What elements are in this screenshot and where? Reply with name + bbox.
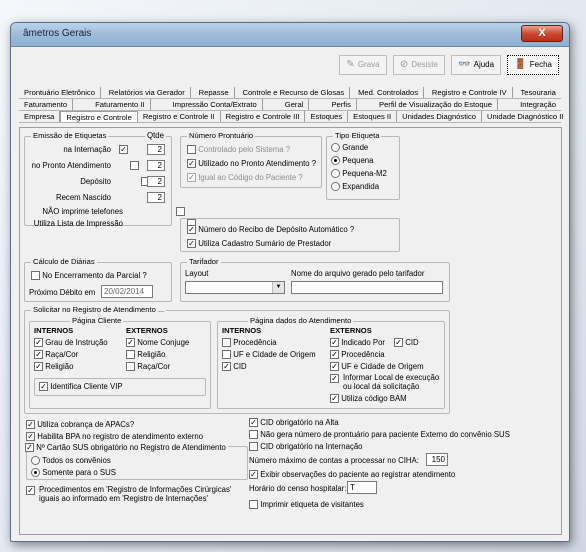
etiqueta-internacao-label: na Internação [63,145,111,154]
bpa-option[interactable] [26,432,203,441]
cli-int-religiao-option[interactable] [34,362,73,371]
cadastro-label: Utiliza Cadastro Sumário de Prestador [198,239,332,248]
cid-internacao-checkbox[interactable] [249,442,258,451]
solicitar-title: Solicitar no Registro de Atendimento ... [33,305,165,314]
tipo-pequena-radio[interactable] [331,156,340,165]
atd-ext-indicado-label: Indicado Por [341,338,386,347]
horario-label: Horário do censo hospitalar: [249,484,347,493]
tab-tesouraria[interactable]: Tesouraria [520,88,556,97]
cli-ext-religiao-checkbox[interactable] [126,350,135,359]
cirurgicas-label-2: iguais ao informado em 'Registro de Internações' [39,494,208,503]
desiste-label: Desiste [411,60,438,69]
emissao-title: Emissão de Etiquetas [33,131,107,140]
vip-checkbox[interactable] [39,382,48,391]
tab-registro-controle-ii[interactable]: Registro e Controle II [138,111,221,122]
cliente-title: Página Cliente [72,316,122,325]
tipo-grande-label: Grande [342,143,369,152]
tab-impressao-conta[interactable]: Impressão Conta/Extrato [168,99,263,110]
imprimir-visitantes-option[interactable] [249,500,364,509]
tipo-etiqueta-group [326,131,400,200]
cli-ext-raca-label: Raça/Cor [137,362,171,371]
atd-ext-bam-label: Utiliza código BAM [341,394,407,403]
tab-perfil-estoque[interactable]: Perfil de Visualização do Estoque [374,99,498,110]
tab-geral[interactable]: Geral [280,99,310,110]
tab-registro-controle-iii[interactable]: Registro e Controle III [221,111,306,122]
cli-ext-religiao-option[interactable] [126,350,165,359]
igual-checkbox[interactable] [187,173,196,182]
proximo-debito-input[interactable]: 20/02/2014 [101,285,153,298]
nao-gera-label: Não gera número de prontuário para paciente Externo do convênio SUS [260,430,510,439]
tab-estoques[interactable]: Estoques [305,111,348,122]
ajuda-label: Ajuda [473,60,495,69]
atendimento-title: Página dados do Atendimento [250,316,352,325]
pagina-cliente-group [29,316,211,409]
cancel-icon: ⊘ [399,59,409,70]
arquivo-input[interactable] [291,281,443,294]
title-bar[interactable] [11,23,569,47]
atd-int-cid-checkbox[interactable] [222,362,231,371]
tab-perfis[interactable]: Perfis [326,99,356,110]
desiste-button[interactable] [393,55,445,75]
bpa-label: Habilita BPA no registro de atendimento externo [37,432,204,441]
encerramento-option[interactable] [31,271,147,280]
vip-label: Identifica Cliente VIP [50,382,123,391]
atd-ext-cid-checkbox[interactable] [394,338,403,347]
cli-ext-conjuge-checkbox[interactable] [126,338,135,347]
atd-int-cid-label: CID [233,362,247,371]
cli-ext-religiao-label: Religião [137,350,166,359]
grava-label: Grava [357,60,380,69]
cid-internacao-label: CID obrigatório na Internação [260,442,363,451]
qtde-header: Qtde [147,131,164,140]
apacs-checkbox[interactable] [26,420,35,429]
igual-option[interactable] [187,173,303,182]
cli-int-religiao-label: Religião [45,362,74,371]
proximo-debito-label: Próximo Débito em [29,288,96,297]
tipo-grande-radio[interactable] [331,143,340,152]
vip-option[interactable] [39,382,123,391]
atend-internos-label: INTERNOS [222,326,262,335]
cli-ext-raca-option[interactable] [126,362,170,371]
nao-gera-checkbox[interactable] [249,430,258,439]
cid-alta-checkbox[interactable] [249,418,258,427]
exibir-obs-checkbox[interactable] [249,470,258,479]
cid-alta-label: CID obrigatório na Alta [260,418,339,427]
sus-somente-radio[interactable] [31,468,40,477]
atd-ext-indicado-option[interactable] [330,338,385,347]
atd-ext-local-label-1: Informar Local de execução [343,373,440,382]
imprimir-visitantes-checkbox[interactable] [249,500,258,509]
cli-int-grau-checkbox[interactable] [34,338,43,347]
atd-ext-uf-label: UF e Cidade de Origem [341,362,424,371]
tipo-pequena-option[interactable] [331,156,373,165]
etiqueta-recem-label: Recem Nascido [55,193,111,202]
apacs-option[interactable] [26,420,134,429]
grava-button[interactable] [339,55,386,75]
atd-ext-local-option[interactable] [330,374,339,383]
fecha-button[interactable] [507,55,559,75]
etiqueta-pronto-qty[interactable]: 2 [147,160,165,171]
atd-ext-bam-checkbox[interactable] [330,394,339,403]
vip-box [34,378,206,396]
atd-int-cid-option[interactable] [222,362,247,371]
sus-somente-option[interactable] [31,468,116,477]
max-contas-input[interactable]: 150 [426,453,448,466]
save-icon: ✎ [346,59,355,70]
recibo-checkbox[interactable] [187,225,196,234]
apacs-label: Utiliza cobrança de APACs? [37,420,135,429]
nao-imprime-label: NÃO imprime telefones [42,207,123,216]
tab-registro-controle[interactable]: Registro e Controle [60,111,137,122]
atd-int-uf-option[interactable] [222,350,316,359]
atend-externos-label: EXTERNOS [330,326,372,335]
cli-ext-raca-checkbox[interactable] [126,362,135,371]
horario-input[interactable]: T [347,481,377,494]
tab-unidade-diagnostico-ii[interactable]: Unidade Diagnóstico II [487,112,564,121]
controlado-checkbox[interactable] [187,145,196,154]
tipo-pequena-m2-label: Pequena-M2 [342,169,387,178]
controlado-label: Controlado pelo Sistema ? [198,145,291,154]
sus-option[interactable] [25,443,228,452]
window-title: âmetros Gerais [23,28,92,39]
tipo-grande-option[interactable] [331,143,368,152]
toolbar [335,55,559,77]
atd-ext-procedencia-checkbox[interactable] [330,350,339,359]
parametros-gerais-window [10,22,570,542]
tipo-pequena-m2-radio[interactable] [331,169,340,178]
atd-ext-local-checkbox[interactable] [330,374,339,383]
cliente-internos-label: INTERNOS [34,326,74,335]
cid-alta-option[interactable] [249,418,339,427]
atd-ext-cid-option[interactable] [394,338,419,347]
tab-faturamento-ii[interactable]: Faturamento II [90,99,150,110]
etiqueta-internacao-checkbox[interactable] [119,145,128,154]
numero-prontuario-group [180,131,322,188]
help-icon: 👓 [458,59,471,70]
cli-ext-conjuge-label: Nome Conjuge [137,338,190,347]
atd-ext-bam-option[interactable] [330,394,407,403]
sus-somente-label: Somente para o SUS [42,468,116,477]
fecha-label: Fecha [529,60,552,69]
cirurgicas-option[interactable] [26,486,35,495]
exibir-obs-option[interactable] [249,470,455,479]
tipo-expandida-radio[interactable] [331,182,340,191]
tab-prontuario-eletronico[interactable]: Prontuário Eletrônico [19,87,101,98]
tab-faturamento[interactable]: Faturamento [19,99,73,110]
tipo-expandida-label: Expandida [342,182,380,191]
cli-int-raca-label: Raça/Cor [45,350,79,359]
nao-imprime-checkbox[interactable] [176,207,185,216]
tarifador-group [180,257,450,302]
sus-checkbox[interactable] [25,443,34,452]
tipo-expandida-option[interactable] [331,182,379,191]
arquivo-label: Nome do arquivo gerado pelo tarifador [291,269,425,278]
tab-unidades-diagnostico[interactable]: Unidades Diagnóstico [397,111,482,122]
cid-internacao-option[interactable] [249,442,363,451]
max-contas-label: Número máximo de contas a processar no CIHA: [249,456,419,465]
exibir-obs-label: Exibir observações do paciente ao registrar atendimento [260,470,456,479]
tarifador-title: Tarifador [189,257,219,266]
atd-int-procedencia-option[interactable] [222,338,277,347]
atd-ext-procedencia-label: Procedência [341,350,385,359]
close-button[interactable]: X [521,25,563,42]
sus-todos-radio[interactable] [31,456,40,465]
tipo-etiqueta-title: Tipo Etiqueta [335,131,380,140]
layout-select[interactable] [185,281,285,294]
sus-todos-label: Todos os convênios [42,456,111,465]
atd-ext-uf-checkbox[interactable] [330,362,339,371]
atd-int-uf-label: UF e Cidade de Origem [233,350,316,359]
etiqueta-deposito-label: Depósito [80,177,111,186]
recibo-option[interactable] [187,225,354,234]
tab-content-registro-controle [19,127,562,535]
nao-gera-option[interactable] [249,430,510,439]
tab-strip [19,87,564,123]
etiqueta-deposito-qty[interactable]: 2 [147,176,165,187]
bpa-checkbox[interactable] [26,432,35,441]
tab-med-controlados[interactable]: Med. Controlados [353,87,424,98]
layout-label: Layout [185,269,209,278]
cirurgicas-checkbox[interactable] [26,486,35,495]
solicitar-registro-group [24,305,450,414]
atd-ext-indicado-checkbox[interactable] [330,338,339,347]
tab-empresa[interactable]: Empresa [19,111,60,122]
cadastro-checkbox[interactable] [187,239,196,248]
atd-int-uf-checkbox[interactable] [222,350,231,359]
controlado-option[interactable] [187,145,290,154]
tab-repasse[interactable]: Repasse [194,87,235,98]
deposito-group [180,218,400,252]
utilizado-checkbox[interactable] [187,159,196,168]
sus-title: Nº Cartão SUS obrigatório no Registro de Atendimento [36,443,226,452]
calculo-diarias-group [24,257,172,302]
prontuario-title: Número Prontuário [189,131,254,140]
atd-ext-uf-option[interactable] [330,362,424,371]
encerramento-checkbox[interactable] [31,271,40,280]
etiqueta-pronto-checkbox[interactable] [130,161,139,170]
tab-relatorios-gerador[interactable]: Relatórios via Gerador [104,87,191,98]
tab-integracao[interactable]: Integração [520,100,556,109]
tab-registro-controle-iv[interactable]: Registro e Controle IV [427,87,513,98]
tab-row-3 [19,111,564,123]
chevron-down-icon[interactable]: ▼ [272,282,284,293]
cli-int-raca-checkbox[interactable] [34,350,43,359]
cli-int-grau-label: Grau de Instrução [45,338,108,347]
exit-door-icon: 🚪 [514,59,527,70]
tipo-pequena-label: Pequena [342,156,374,165]
atd-ext-local-label-2: ou local da solicitação [343,382,420,391]
pagina-atendimento-group [217,316,445,409]
tab-estoques-ii[interactable]: Estoques II [348,111,397,122]
cli-int-grau-option[interactable] [34,338,108,347]
utilizado-label: Utilizado no Pronto Atendimento ? [198,159,317,168]
utilizado-option[interactable] [187,159,316,168]
emissao-etiquetas-group [24,131,172,228]
etiqueta-recem-qty[interactable]: 2 [147,192,165,203]
lista-impressao-label: Utiliza Lista de Impressão [33,219,123,228]
cli-int-raca-option[interactable] [34,350,78,359]
recibo-label: Número do Recibo de Depósito Automático ? [198,225,355,234]
ajuda-button[interactable] [451,55,501,75]
tab-controle-glosas[interactable]: Controle e Recurso de Glosas [237,87,350,98]
diarias-title: Cálculo de Diárias [33,257,95,266]
cli-int-religiao-checkbox[interactable] [34,362,43,371]
imprimir-visitantes-label: Imprimir etiqueta de visitantes [260,500,364,509]
tab-row-2 [19,99,561,111]
cirurgicas-label-1: Procedimentos em 'Registro de Informações Cirúrgicas' [39,485,232,494]
encerramento-label: No Encerramento da Parcial ? [42,271,147,280]
sus-todos-option[interactable] [31,456,111,465]
tab-row-1 [19,87,561,99]
atd-int-procedencia-checkbox[interactable] [222,338,231,347]
tipo-pequena-m2-option[interactable] [331,169,387,178]
cadastro-option[interactable] [187,239,331,248]
igual-label: Igual ao Código do Paciente ? [198,173,303,182]
etiqueta-pronto-label: no Pronto Atendimento [31,161,111,170]
atd-int-procedencia-label: Procedência [233,338,277,347]
cliente-externos-label: EXTERNOS [126,326,168,335]
cli-ext-conjuge-option[interactable] [126,338,189,347]
atd-ext-cid-label: CID [405,338,419,347]
cartao-sus-group [26,443,248,480]
atd-ext-procedencia-option[interactable] [330,350,385,359]
etiqueta-internacao-qty[interactable]: 2 [147,144,165,155]
